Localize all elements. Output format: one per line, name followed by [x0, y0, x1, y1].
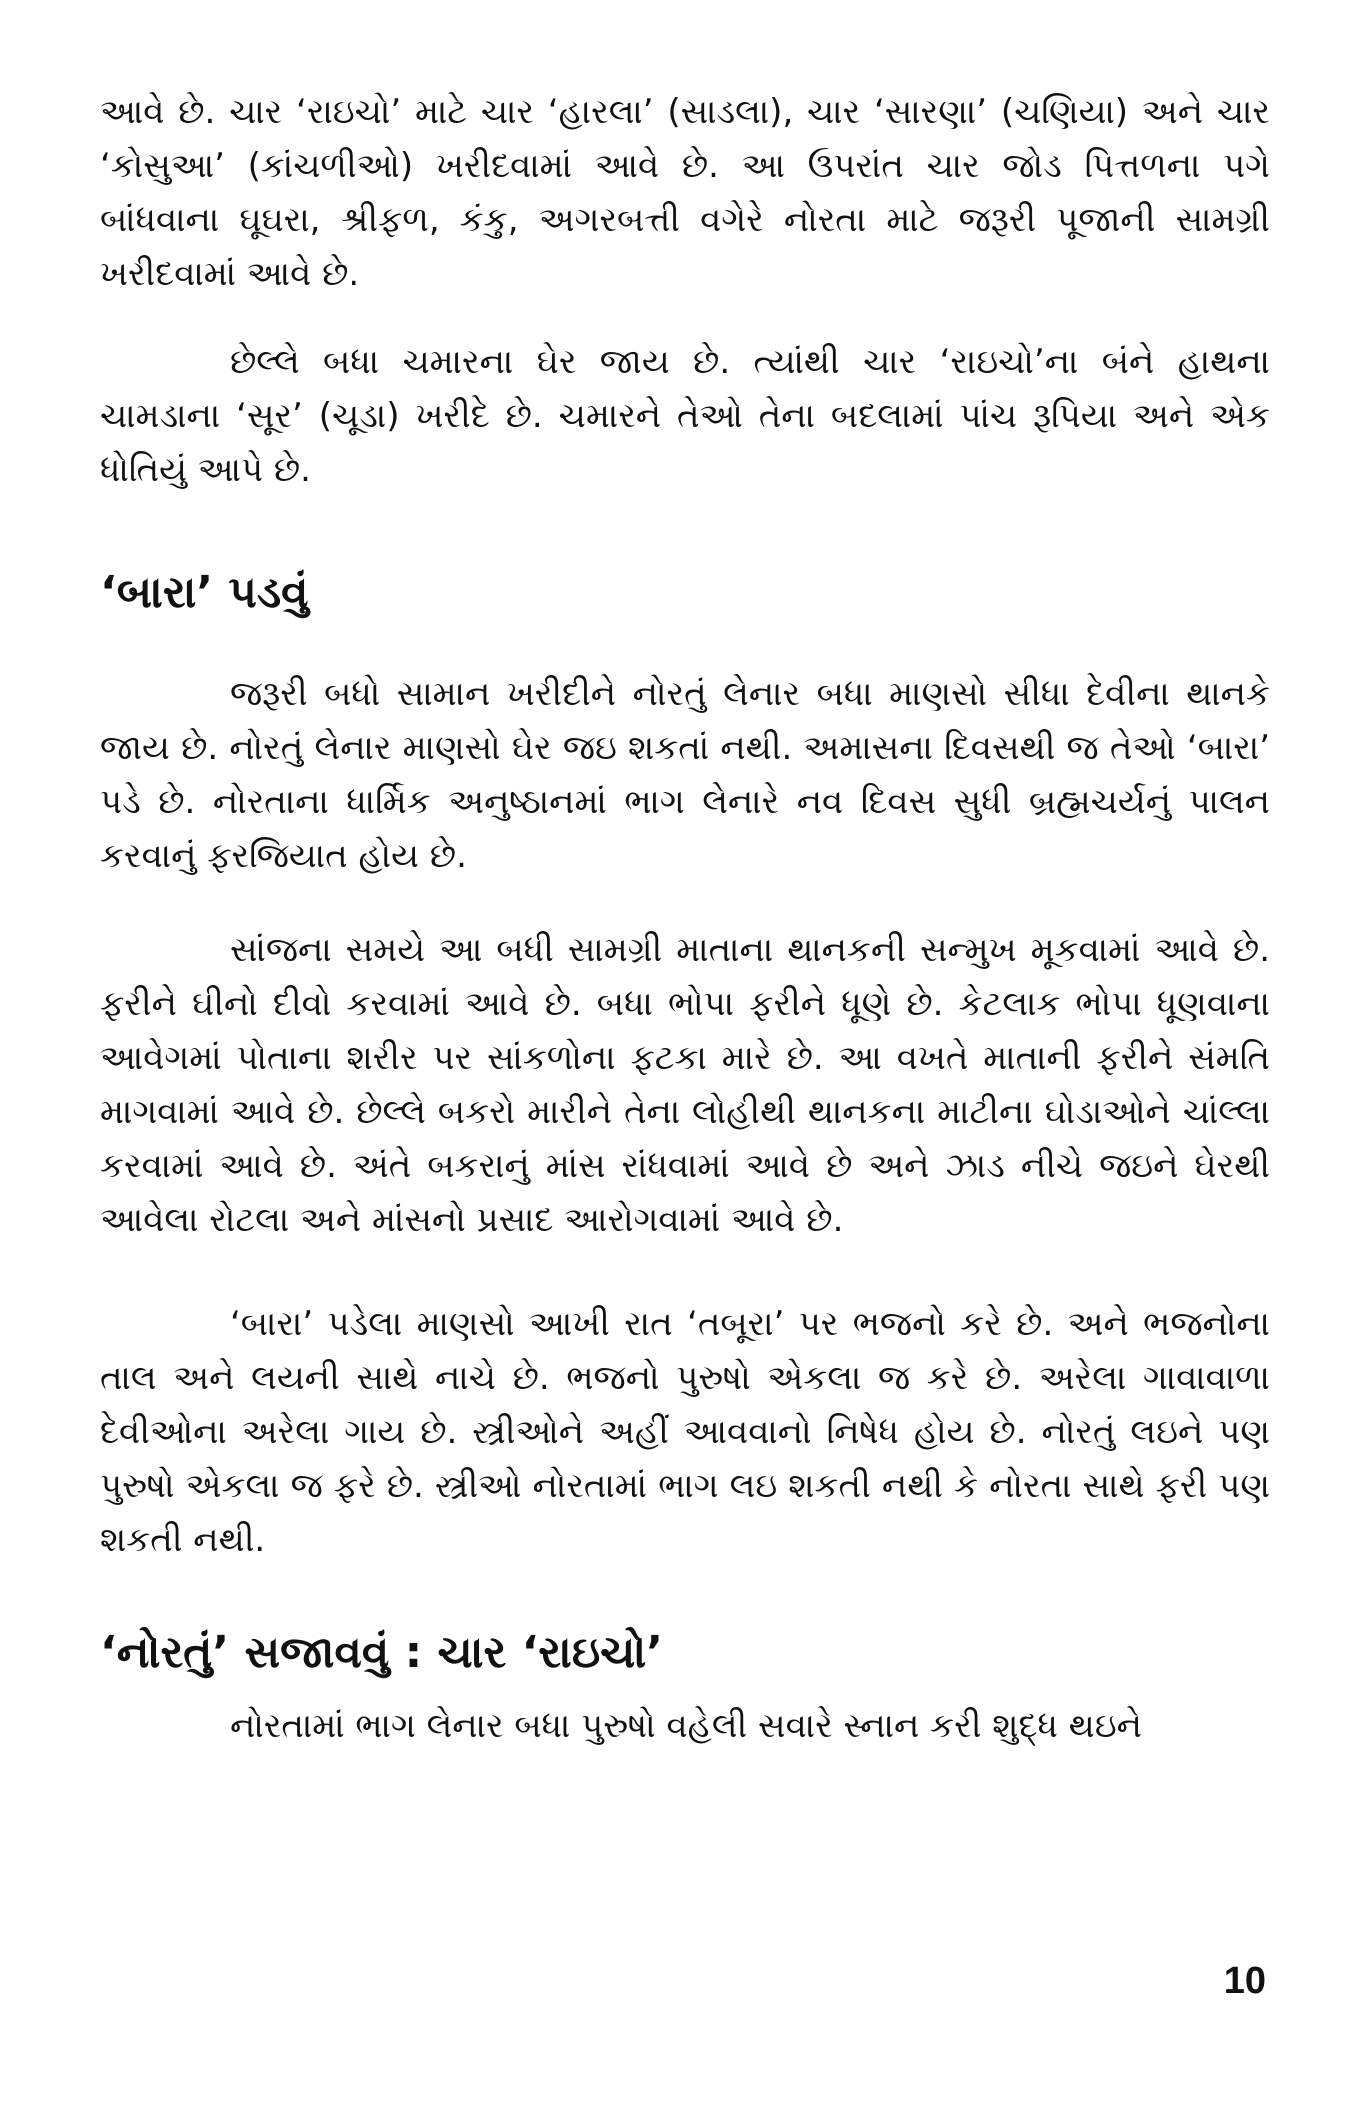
section-heading-bara: ‘બારા’ પડવું — [100, 567, 309, 618]
paragraph-1: આવે છે. ચાર ‘રાઇચો’ માટે ચાર ‘હારલા’ (સાડલા), ચાર ‘સારણા’ (ચણિયા) અને ચાર ‘કોસુઆ’ (કાંચળીઓ) ખરીદવામાં આવે છે. આ ઉપરાંત ચાર જોડ પિત્તળના પગે બાંધવાના ઘૂઘરા, શ્રીફળ, કંકુ, અગરબત્તી વગેરે નોરતા માટે જરૂરી પૂજાની સામગ્રી ખરીદવામાં આવે છે. — [100, 92, 1270, 294]
paragraph-2: છેલ્લે બધા ચમારના ઘેર જાય છે. ત્યાંથી ચાર ‘રાઇચો’ના બંને હાથના ચામડાના ‘સૂર’ (ચૂડા) ખરીદે છે. ચમારને તેઓ તેના બદલામાં પાંચ રૂપિયા અને એક ધોતિયું આપે છે. — [100, 342, 1270, 490]
paragraph-6: નોરતામાં ભાગ લેનાર બધા પુરુષો વહેલી સવારે સ્નાન કરી શુદ્ધ થઇને — [230, 1706, 1142, 1746]
page-number: 10 — [1223, 1960, 1266, 2002]
paragraph-3: જરૂરી બધો સામાન ખરીદીને નોરતું લેનાર બધા માણસો સીધા દેવીના થાનકે જાય છે. નોરતું લેનાર માણસો ઘેર જઇ શકતાં નથી. અમાસના દિવસથી જ તેઓ ‘બારા’ પડે છે. નોરતાના ધાર્મિક અનુષ્ઠાનમાં ભાગ લેનારે નવ દિવસ સુધી બ્રહ્મચર્યનું પાલન કરવાનું ફરજિયાત હોય છે. — [100, 674, 1270, 876]
paragraph-5: ‘બારા’ પડેલા માણસો આખી રાત ‘તબૂરા’ પર ભજનો કરે છે. અને ભજનોના તાલ અને લયની સાથે નાચે છે. ભજનો પુરુષો એકલા જ કરે છે. અરેલા ગાવાવાળા દેવીઓના અરેલા ગાય છે. સ્ત્રીઓને અહીં આવવાનો નિષેધ હોય છે. નોરતું લઇને પણ પુરુષો એકલા જ ફરે છે. સ્ત્રીઓ નોરતામાં ભાગ લઇ શકતી નથી કે નોરતા સાથે ફરી પણ શકતી નથી. — [100, 1304, 1270, 1560]
section-heading-noratu: ‘નોરતું’ સજાવવું : ચાર ‘રાઇચો’ — [100, 1627, 664, 1678]
page-content — [100, 85, 1270, 1753]
paragraph-4: સાંજના સમયે આ બધી સામગ્રી માતાના થાનકની સન્મુખ મૂકવામાં આવે છે. ફરીને ઘીનો દીવો કરવામાં આવે છે. બધા ભોપા ફરીને ધૂણે છે. કેટલાક ભોપા ધૂણવાના આવેગમાં પોતાના શરીર પર સાંકળોના ફટકા મારે છે. આ વખતે માતાની ફરીને સંમતિ માગવામાં આવે છે. છેલ્લે બકરો મારીને તેના લોહીથી થાનકના માટીના ઘોડાઓને ચાંલ્લા કરવામાં આવે છે. અંતે બકરાનું માંસ રાંધવામાં આવે છે અને ઝાડ નીચે જઇને ઘેરથી આવેલા રોટલા અને માંસનો પ્રસાદ આરોગવામાં આવે છે. — [100, 930, 1270, 1240]
